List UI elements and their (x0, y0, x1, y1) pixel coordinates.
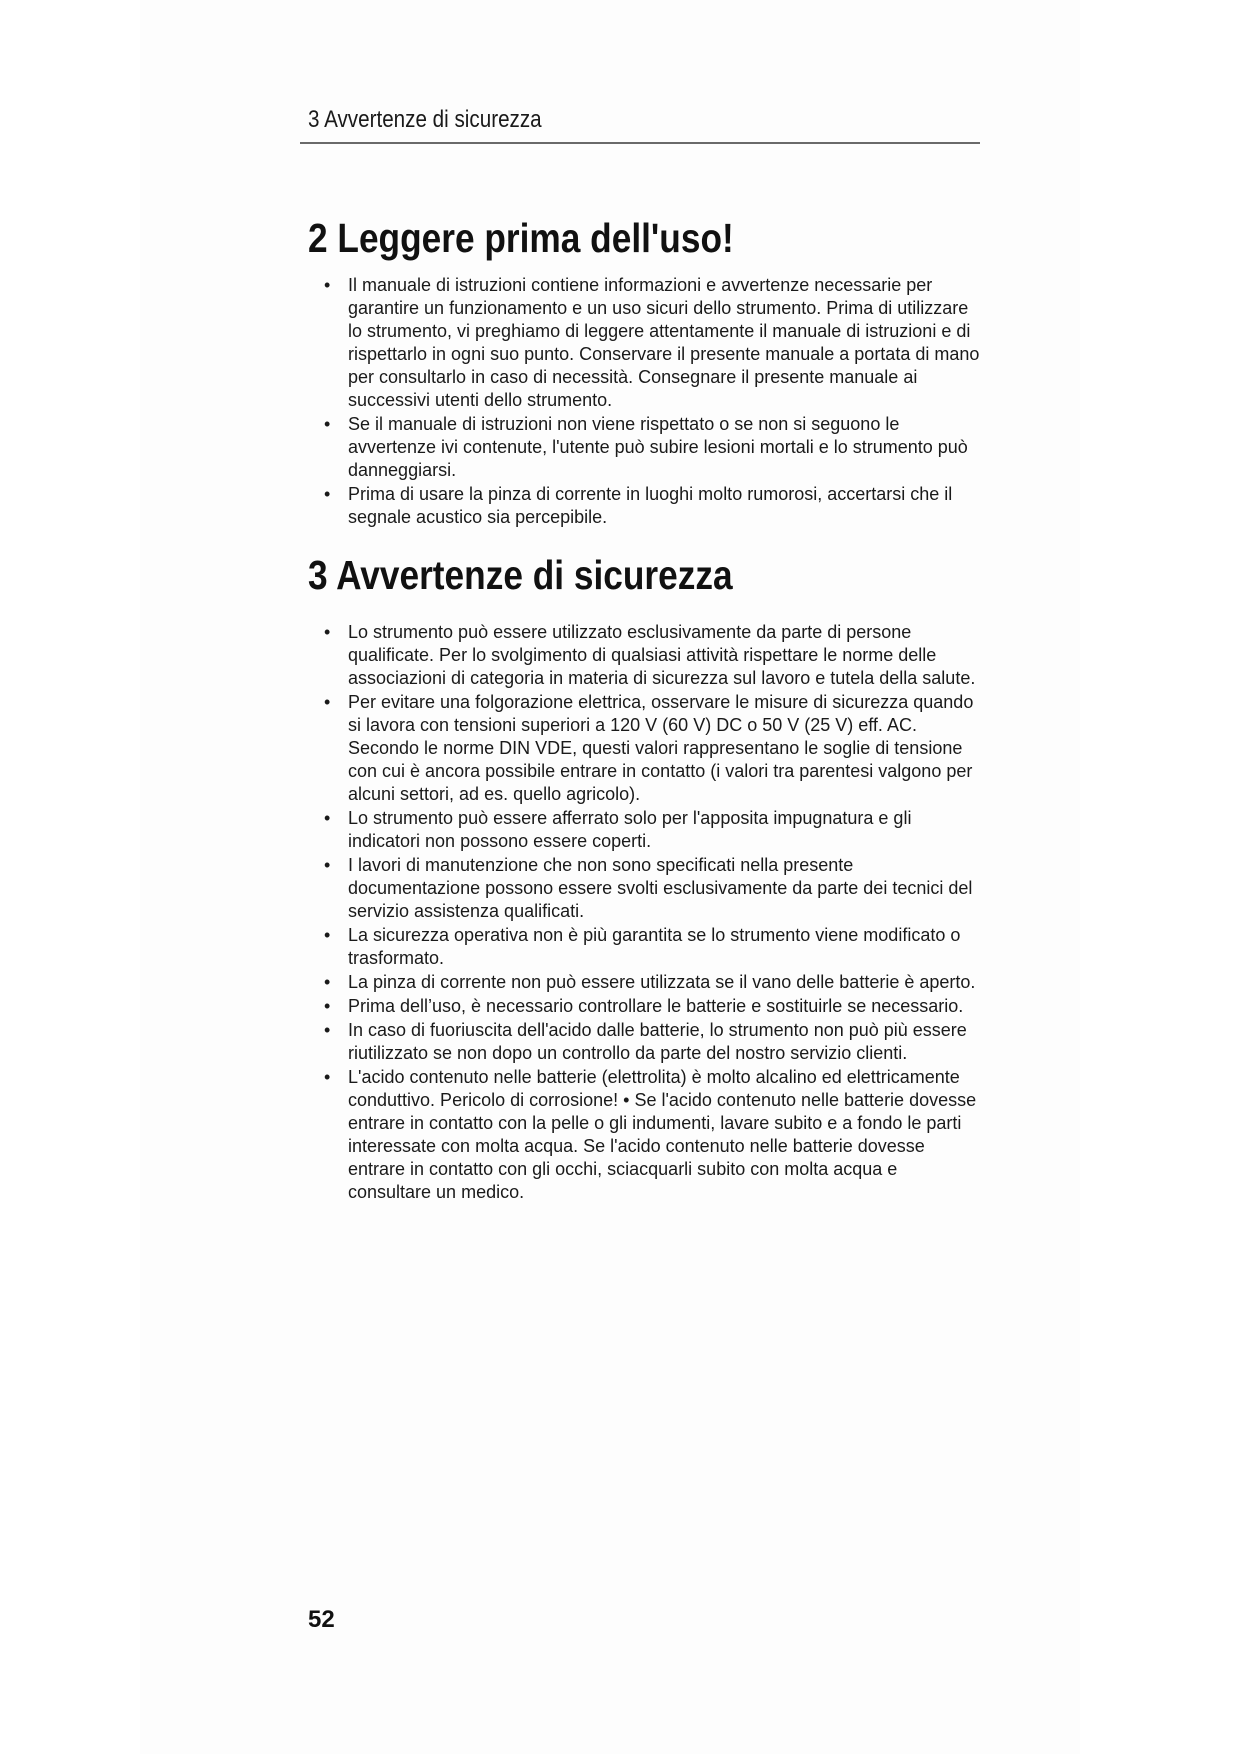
list-item: • Lo strumento può essere afferrato solo per l'apposita impugnatura e gli indicatori non possono essere coperti. (324, 808, 912, 851)
running-header (300, 100, 980, 144)
bullet-icon: • (324, 414, 331, 434)
section-heading-safety-warnings: 3 Avvertenze di sicurezza (308, 552, 733, 598)
safety-warnings-list (308, 621, 980, 1204)
running-header-title: 3 Avvertenze di sicurezza (308, 106, 542, 133)
list-item: • La sicurezza operativa non è più garantita se lo strumento viene modificato o trasformato. (324, 925, 961, 968)
bullet-icon: • (324, 484, 331, 504)
bullet-icon: • (324, 275, 331, 295)
read-before-use-list (308, 274, 980, 529)
bullet-icon: • (324, 972, 331, 992)
bullet-icon: • (324, 925, 331, 945)
list-item: • In caso di fuoriuscita dell'acido dalle batterie, lo strumento non può più essere riutilizzato se non dopo un controllo da parte del nostro servizio clienti. (324, 1020, 967, 1063)
page-content (308, 212, 980, 1205)
bullet-icon: • (324, 1020, 331, 1040)
bullet-icon: • (324, 855, 331, 875)
bullet-icon: • (324, 622, 331, 642)
list-item: • Prima dell’uso, è necessario controllare le batterie e sostituirle se necessario. (324, 996, 964, 1016)
bullet-icon: • (324, 692, 331, 712)
list-item: • Se il manuale di istruzioni non viene rispettato o se non si seguono le avvertenze ivi contenute, l'utente può subire lesioni mortali e lo strumento può danneggiarsi. (324, 414, 968, 480)
list-item: • Lo strumento può essere utilizzato esclusivamente da parte di persone qualificate. Per lo svolgimento di qualsiasi attività rispettare le norme delle associazioni di categoria in materia di sicurezza sul lavoro e tutela della salute. (324, 622, 976, 688)
bullet-icon: • (324, 808, 331, 828)
list-item: • I lavori di manutenzione che non sono specificati nella presente documentazione possono essere svolti esclusivamente da parte dei tecnici del servizio assistenza qualificati. (324, 855, 973, 921)
bullet-icon: • (324, 1067, 331, 1087)
page-number: 52 (308, 1606, 335, 1633)
list-item: • Per evitare una folgorazione elettrica, osservare le misure di sicurezza quando si lavora con tensioni superiori a 120 V (60 V) DC o 50 V (25 V) eff. AC. Secondo le norme DIN VDE, questi valori rappresentano le soglie di tensione con cui è ancora possibile entrare in contatto (i valori tra parentesi valgono per alcuni settori, ad es. quello agricolo). (324, 692, 974, 804)
section-heading-read-before-use: 2 Leggere prima dell'uso! (308, 215, 734, 261)
list-item: • Il manuale di istruzioni contiene informazioni e avvertenze necessarie per garantire un funzionamento e un uso sicuri dello strumento. Prima di utilizzare lo strumento, vi preghiamo di leggere attentamente il manuale di istruzioni e di rispettarlo in ogni suo punto. Conservare il presente manuale a portata di mano per consultarlo in caso di necessità. Consegnare il presente manuale ai successivi utenti dello strumento. (324, 275, 980, 410)
list-item: • L'acido contenuto nelle batterie (elettrolita) è molto alcalino ed elettricamente conduttivo. Pericolo di corrosione! • Se l'acido contenuto nelle batterie dovesse entrare in contatto con la pelle o gli indumenti, lavare subito e a fondo le parti interessate con molta acqua. Se l'acido contenuto nelle batterie dovesse entrare in contatto con gli occhi, sciacquarli subito con molta acqua e consultare un medico. (324, 1067, 977, 1202)
list-item: • La pinza di corrente non può essere utilizzata se il vano delle batterie è aperto. (324, 972, 976, 992)
bullet-icon: • (324, 996, 331, 1016)
list-item: • Prima di usare la pinza di corrente in luoghi molto rumorosi, accertarsi che il segnale acustico sia percepibile. (324, 484, 953, 527)
